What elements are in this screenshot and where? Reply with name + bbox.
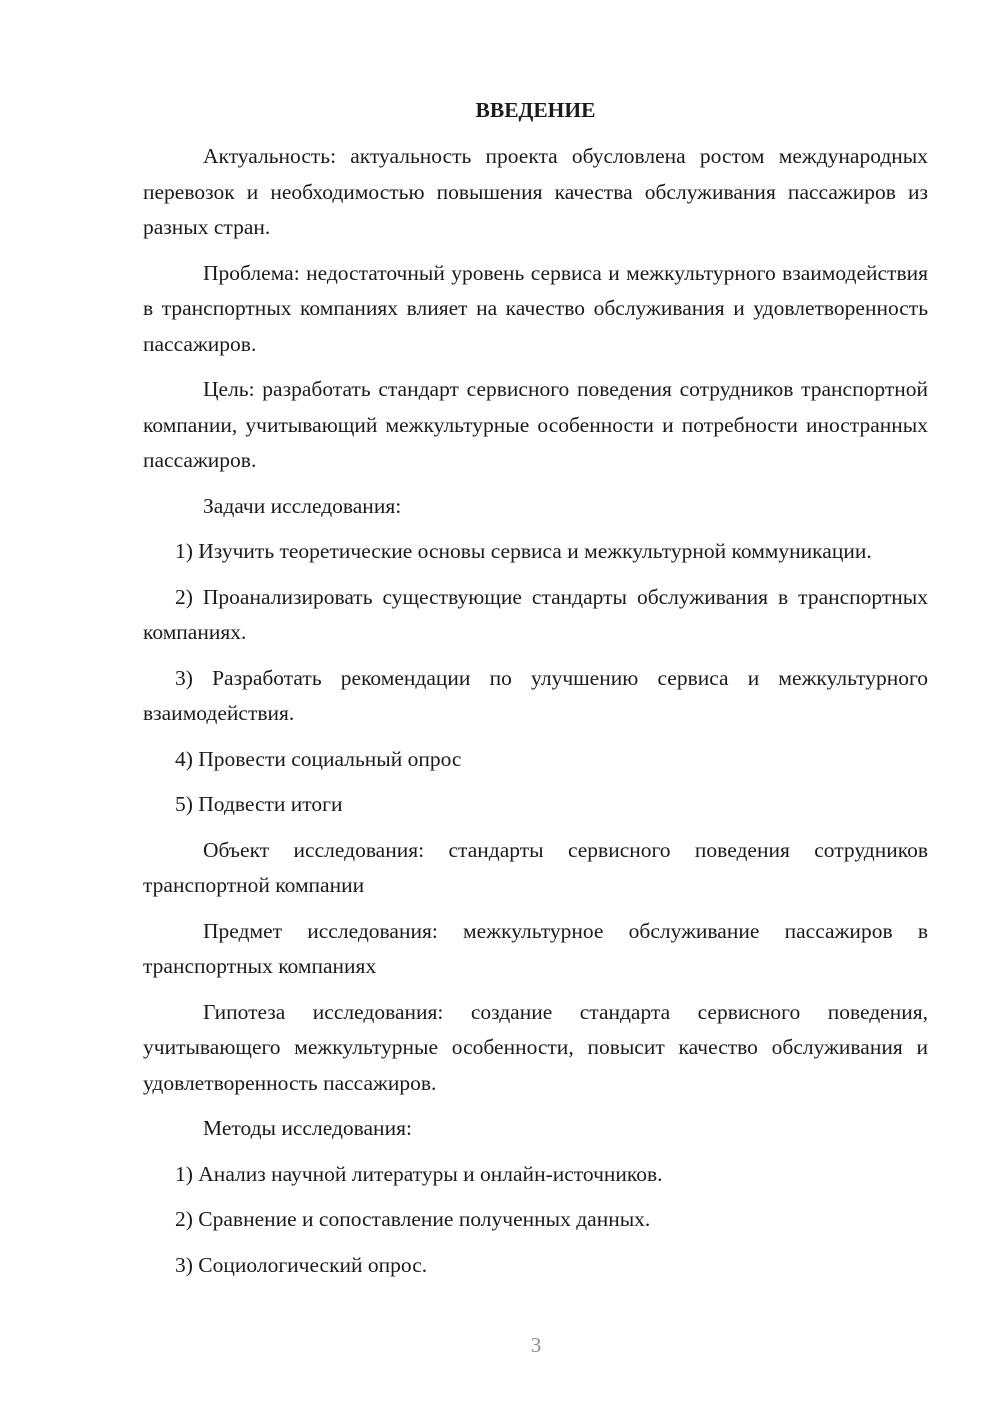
- page-content: [143, 95, 928, 1293]
- paragraph-goal: Цель: разработать стандарт сервисного поведения сотрудников транспортной компании, учитывающий межкультурные особенности и потребности иностранных пассажиров.: [143, 377, 928, 472]
- task-item-5: 5) Подвести итоги: [175, 792, 343, 816]
- task-item-3: 3) Разработать рекомендации по улучшению сервиса и межкультурного взаимодействия.: [143, 665, 928, 725]
- paragraph-object: Объект исследования: стандарты сервисного поведения сотрудников транспортной компании: [143, 837, 928, 897]
- paragraph-subject: Предмет исследования: межкультурное обслуживание пассажиров в транспортных компаниях: [143, 918, 928, 978]
- task-item-4: 4) Провести социальный опрос: [175, 746, 462, 771]
- section-heading: ВВЕДЕНИЕ: [475, 98, 596, 122]
- paragraph-relevance: Актуальность: актуальность проекта обусловлена ростом международных перевозок и необходимостью повышения качества обслуживания пассажиров из разных стран.: [143, 144, 928, 239]
- paragraph-hypothesis: Гипотеза исследования: создание стандарта сервисного поведения, учитывающего межкультурные особенности, повысит качество обслуживания и удовлетворенность пассажиров.: [143, 999, 928, 1095]
- task-item-1: 1) Изучить теоретические основы сервиса и межкультурной коммуникации.: [175, 539, 872, 563]
- method-item-2: 2) Сравнение и сопоставление полученных данных.: [175, 1207, 651, 1231]
- method-item-3: 3) Социологический опрос.: [175, 1252, 428, 1277]
- tasks-heading: Задачи исследования:: [203, 493, 402, 518]
- paragraph-problem: Проблема: недостаточный уровень сервиса и межкультурного взаимодействия в транспортных компаниях влияет на качество обслуживания и удовлетворенность пассажиров.: [143, 260, 928, 356]
- task-item-2: 2) Проанализировать существующие стандарты обслуживания в транспортных компаниях.: [143, 584, 928, 644]
- method-item-1: 1) Анализ научной литературы и онлайн-источников.: [175, 1161, 663, 1186]
- methods-heading: Методы исследования:: [203, 1116, 412, 1140]
- page-number: 3: [530, 1333, 542, 1357]
